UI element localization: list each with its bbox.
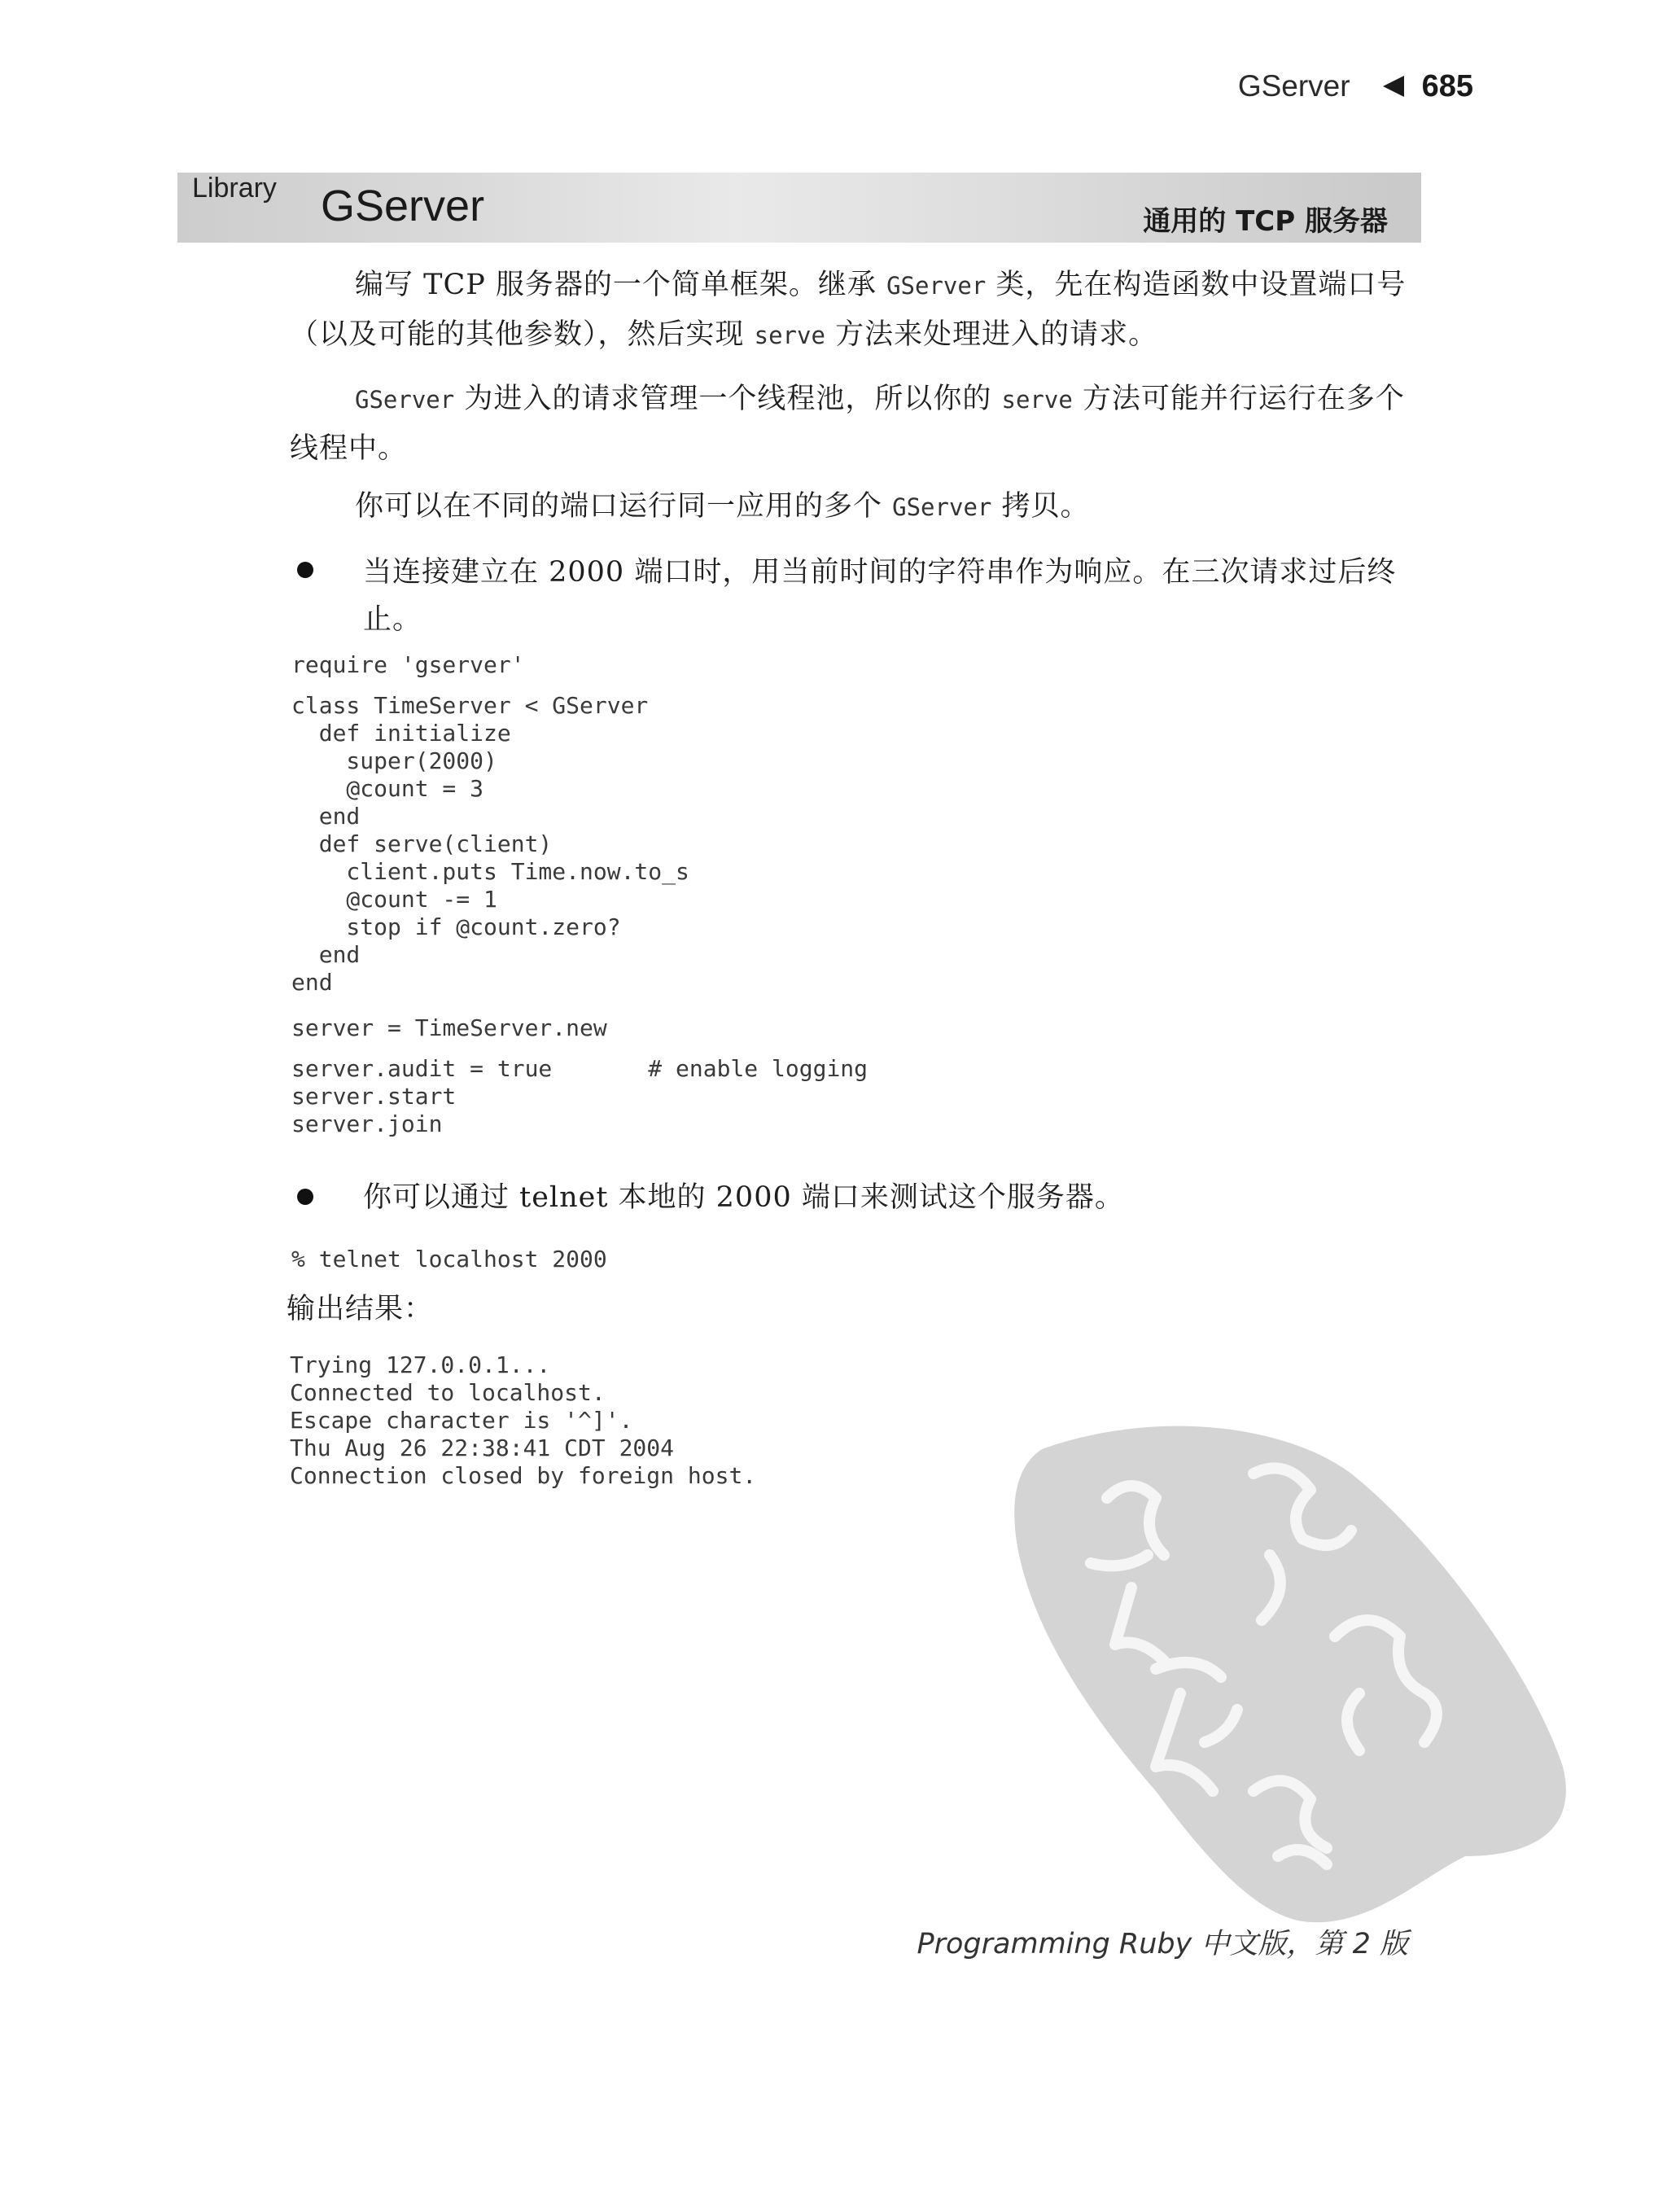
text-run: 拷贝。 xyxy=(991,490,1090,523)
library-label: Library xyxy=(192,173,277,204)
intro-paragraph-1 xyxy=(290,261,1407,360)
bullet-2: 你可以通过 telnet 本地的 2000 端口来测试这个服务器。 xyxy=(363,1181,1124,1214)
running-title: GServer xyxy=(1237,69,1350,103)
text-run: 方法可能并行运行在多个线程中。 xyxy=(290,383,1405,465)
book-footer: Programming Ruby 中文版，第 2 版 xyxy=(917,1928,1408,1960)
inline-code: serve xyxy=(1001,386,1073,414)
text-run: 你可以在不同的端口运行同一应用的多个 xyxy=(355,490,893,523)
text-run: 为进入的请求管理一个线程池，所以你的 xyxy=(454,383,1002,415)
bullet-1: 当连接建立在 2000 端口时，用当前时间的字符串作为响应。在三次请求过后终止。 xyxy=(363,556,1397,636)
output-label: 输出结果： xyxy=(287,1293,434,1325)
code-block-require: require 'gserver' xyxy=(291,651,525,678)
inline-code: GServer xyxy=(886,272,987,300)
left-arrow-icon xyxy=(1383,76,1404,97)
section-subtitle: 通用的 TCP 服务器 xyxy=(1143,205,1388,238)
code-block-output: Trying 127.0.0.1... Connected to localhost. Escape character is '^]'. Thu Aug 26 22:38:41 CDT 2004 Connection closed by foreign host. xyxy=(290,1351,757,1489)
inline-code: GServer xyxy=(355,386,455,414)
running-header xyxy=(1238,68,1473,104)
code-block-telnet: % telnet localhost 2000 xyxy=(291,1246,607,1272)
page-number: 685 xyxy=(1421,68,1473,103)
code-block-class: class TimeServer < GServer def initialize super(2000) @count = 3 end def serve(client) client.puts Time.now.to_s @count -= 1 stop if @count.zero? end end xyxy=(291,692,689,996)
text-run: 类，先在构造函数中设置端口号（以及可能的其他参数），然后实现 xyxy=(290,269,1407,351)
inline-code: GServer xyxy=(892,493,992,521)
text-run: 方法来处理进入的请求。 xyxy=(825,318,1158,351)
section-title: GServer xyxy=(321,182,485,230)
inline-code: serve xyxy=(754,322,825,349)
code-block-start: server.audit = true # enable logging server.start server.join xyxy=(291,1055,869,1137)
intro-paragraph-3 xyxy=(290,482,1407,532)
intro-paragraph-2 xyxy=(290,375,1407,473)
code-block-new: server = TimeServer.new xyxy=(291,1014,607,1041)
text-run: 编写 TCP 服务器的一个简单框架。继承 xyxy=(355,269,887,301)
seal-watermark-icon xyxy=(1009,1400,1579,1954)
